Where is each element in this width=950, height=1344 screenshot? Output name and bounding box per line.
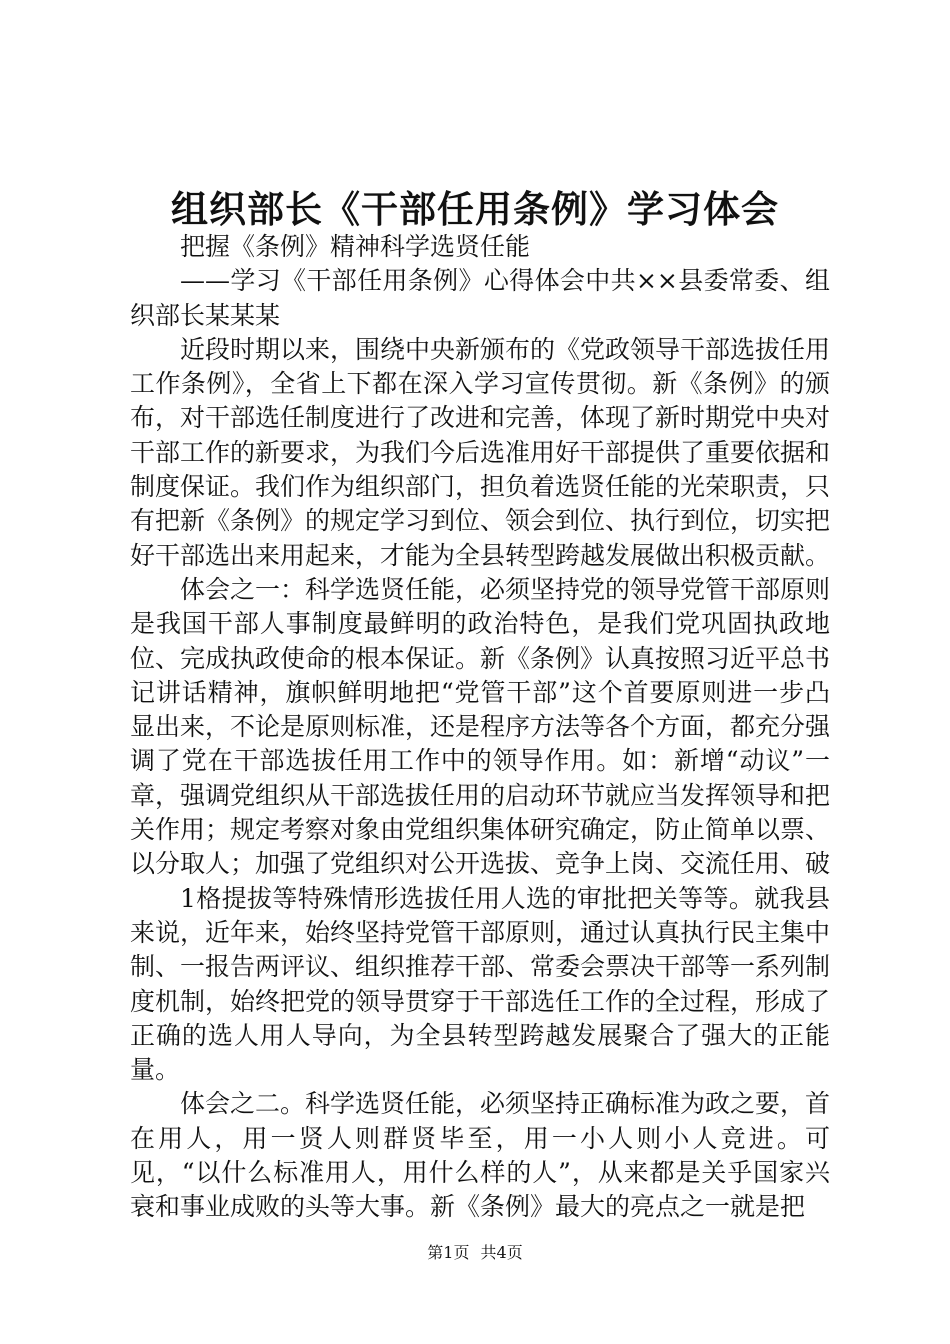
body-paragraph: 体会之二。科学选贤任能，必须坚持正确标准为政之要，首在用人，用一贤人则群贤毕至，用一小人则小人竞进。可见，“以什么标准用人，用什么样的人”，从来都是关乎国家兴衰和事业成败的头等大事。新《条例》最大的亮点之一就是把 <box>130 1089 831 1222</box>
body-paragraph: 近段时期以来，围绕中央新颁布的《党政领导干部选拔任用工作条例》，全省上下都在深入学习宣传贯彻。新《条例》的颁布，对干部选任制度进行了改进和完善，体现了新时期党中央对干部工作的新要求，为我们今后选准用好干部提供了重要依据和制度保证。我们作为组织部门，担负着选贤任能的光荣职责，只有把新《条例》的规定学习到位、领会到位、执行到位，切实把好干部选出来用起来，才能为全县转型跨越发展做出积极贡献。 <box>130 334 831 570</box>
document-title: 组织部长《干部任用条例》学习体会 <box>171 187 779 231</box>
body-paragraph: 体会之一：科学选贤任能，必须坚持党的领导党管干部原则是我国干部人事制度最鲜明的政治特色，是我们党巩固执政地位、完成执政使命的根本保证。新《条例》认真按照习近平总书记讲话精神，旗帜鲜明地把“党管干部”这个首要原则进一步凸显出来，不论是原则标准，还是程序方法等各个方面，都充分强调了党在干部选拔任用工作中的领导作用。如：新增“动议”一章，强调党组织从干部选拔任用的启动环节就应当发挥领导和把关作用；规定考察对象由党组织集体研究确定，防止简单以票、以分取人；加强了党组织对公开选拔、竞争上岗、交流任用、破 <box>130 574 831 879</box>
body-paragraph: 1格提拔等特殊情形选拔任用人选的审批把关等等。就我县来说，近年来，始终坚持党管干部原则，通过认真执行民主集中制、一报告两评议、组织推荐干部、常委会票决干部等一系列制度机制，始终把党的领导贯穿于干部选任工作的全过程，形成了正确的选人用人导向，为全县转型跨越发展聚合了强大的正能量。 <box>130 883 831 1085</box>
page-footer <box>0 1242 950 1264</box>
subtitle-paragraph: 把握《条例》精神科学选贤任能 <box>180 232 531 261</box>
document-body <box>130 230 830 1225</box>
byline-paragraph: ——学习《干部任用条例》心得体会中共××县委常委、组织部长某某某 <box>130 266 830 330</box>
page-number: 第1页 <box>427 1243 470 1262</box>
page-total: 共4页 <box>480 1243 523 1262</box>
